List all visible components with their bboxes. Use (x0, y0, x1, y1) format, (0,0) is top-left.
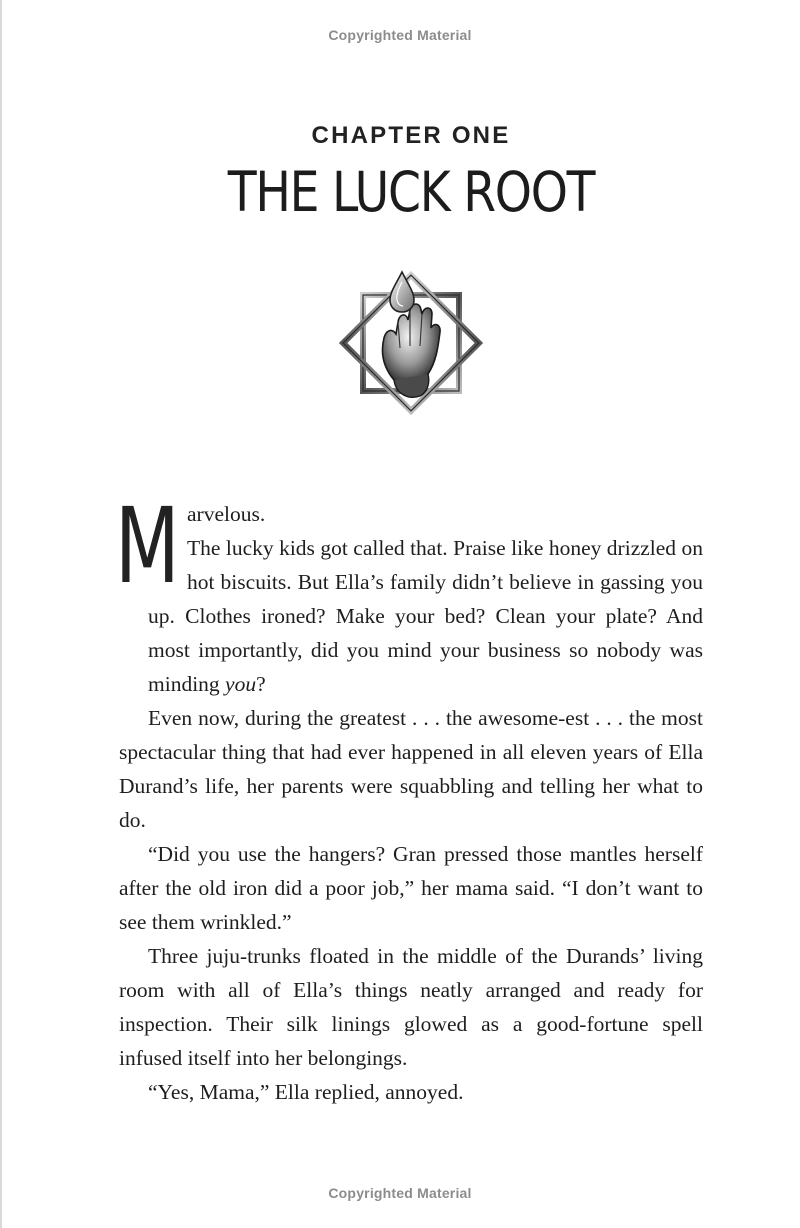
paragraph-even-now: Even now, during the greatest . . . the awesome-est . . . the most spectacular thing that had ever happened in all eleven years of Ella Durand’s life, her parents were squabbling and telling her what to do. (119, 706, 703, 832)
paragraph-lucky-kids-text: The lucky kids got called that. Praise like honey drizzled on hot biscuits. But Ella’s family didn’t believe in gassing you up. Clothes ironed? Make your bed? Clean your plate? And most importantly, did you mind your business so nobody was minding (148, 536, 703, 696)
paragraph-lucky-kids (119, 531, 703, 701)
copyright-watermark-top: Copyrighted Material (328, 27, 472, 43)
copyright-watermark-bottom: Copyrighted Material (328, 1185, 472, 1201)
opening-word: arvelous. (187, 502, 266, 526)
emphasis-you: you (225, 672, 257, 696)
paragraph-juju-trunks: Three juju-trunks floated in the middle of the Durands’ living room with all of Ella’s things neatly arranged and ready for inspection. Their silk linings glowed as a good-fortune spell infused itself into her belongings. (119, 944, 703, 1070)
paragraph-lucky-kids-end: ? (256, 672, 266, 696)
paragraph-opening (115, 485, 703, 701)
chapter-title: THE LUCK ROOT (227, 160, 595, 224)
drop-cap: M (115, 485, 180, 607)
chapter-text (115, 485, 703, 1109)
hand-droplet-emblem-icon (336, 268, 486, 418)
paragraph-hangers: “Did you use the hangers? Gran pressed those mantles herself after the old iron did a poor job,” her mama said. “I don’t want to see them wrinkled.” (119, 842, 703, 934)
paragraph-yes-mama: “Yes, Mama,” Ella replied, annoyed. (148, 1080, 464, 1104)
page-edge-rule (0, 0, 2, 1228)
chapter-label: CHAPTER ONE (311, 122, 511, 149)
